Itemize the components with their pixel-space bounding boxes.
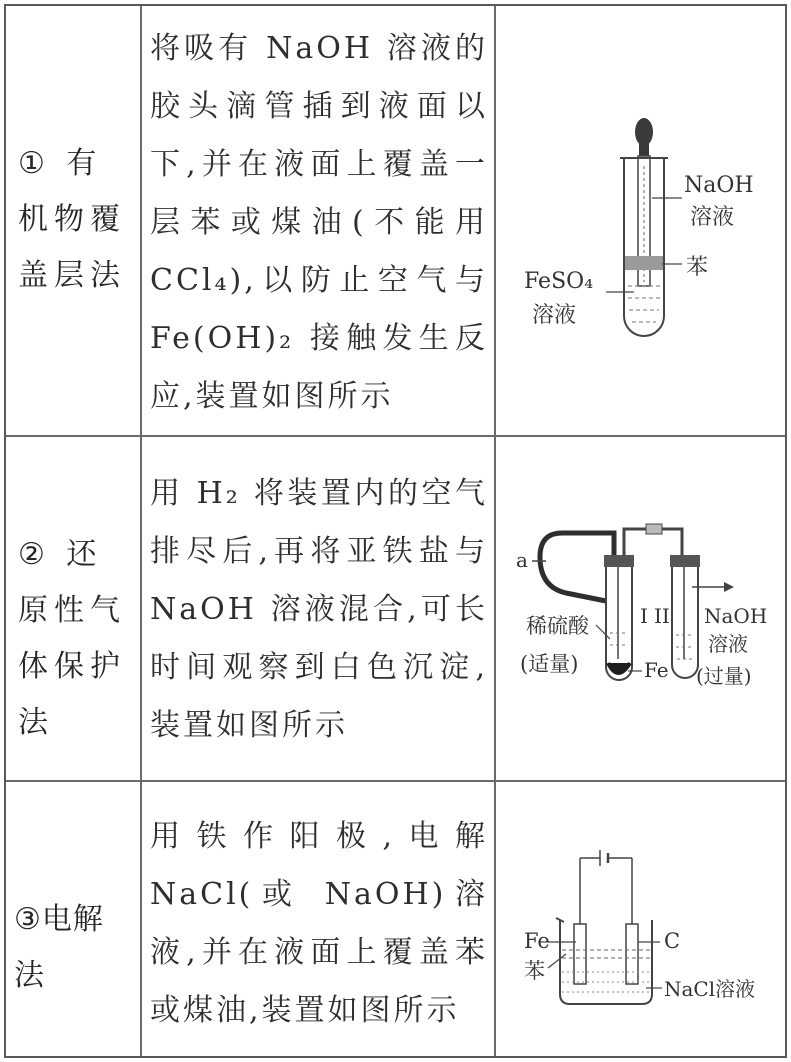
benzene-label: 苯 [524, 959, 545, 983]
dropper-apparatus-figure [496, 6, 785, 437]
method-description: 将吸有 NaOH 溶液的胶头滴管插到液面以下,并在液面上覆盖一层苯或煤油(不能用 CCl₄),以防止空气与 Fe(OH)₂ 接触发生反应,装置如图所示 [150, 31, 488, 414]
naoh-label: NaOH [684, 173, 754, 198]
fe-label: Fe [644, 658, 669, 682]
method-description: 用 H₂ 将装置内的空气排尽后,再将亚铁盐与 NaOH 溶液混合,可长时间观察到白色沉淀,装置如图所示 [150, 476, 488, 743]
naoh-solution-label: 溶液 [708, 632, 748, 656]
description-cell [142, 437, 496, 780]
benzene-label: 苯 [686, 255, 709, 280]
table-row [6, 6, 785, 437]
feso4-solution-label: 溶液 [532, 303, 577, 328]
description-cell [142, 782, 496, 1056]
naoh-solution-label: 溶液 [690, 205, 735, 230]
acid-amount-label: (适量) [520, 652, 579, 676]
nacl-solution-label: NaCl溶液 [664, 977, 756, 1001]
figure-cell [496, 782, 785, 1056]
tube-two-label: II [654, 604, 670, 628]
clamp-label: a [516, 548, 528, 572]
feso4-label: FeSO₄ [524, 269, 594, 294]
method-name: ③电解法 [14, 902, 104, 993]
description-cell [142, 6, 496, 435]
table-row [6, 782, 785, 1056]
table-row [6, 437, 785, 782]
method-cell [6, 782, 142, 1056]
figure-cell [496, 6, 785, 435]
electrolysis-figure [496, 782, 785, 1056]
method-description: 用铁作阳极,电解 NaCl(或 NaOH)溶液,并在液面上覆盖苯或煤油,装置如图所示 [150, 819, 488, 1028]
naoh-amount-label: (过量) [696, 664, 752, 688]
hydrogen-protection-figure [496, 437, 785, 782]
figure-cell [496, 437, 785, 780]
method-cell [6, 6, 142, 435]
method-name: ② 还原性气体保护法 [18, 537, 126, 740]
method-name: ① 有机物覆盖层法 [18, 146, 126, 293]
fe-electrode-label: Fe [524, 929, 550, 953]
acid-label: 稀硫酸 [526, 614, 589, 638]
tube-one-label: I [640, 604, 648, 628]
method-table [4, 4, 787, 1058]
carbon-electrode-label: C [664, 929, 681, 953]
method-cell [6, 437, 142, 780]
naoh-label: NaOH [704, 604, 768, 628]
